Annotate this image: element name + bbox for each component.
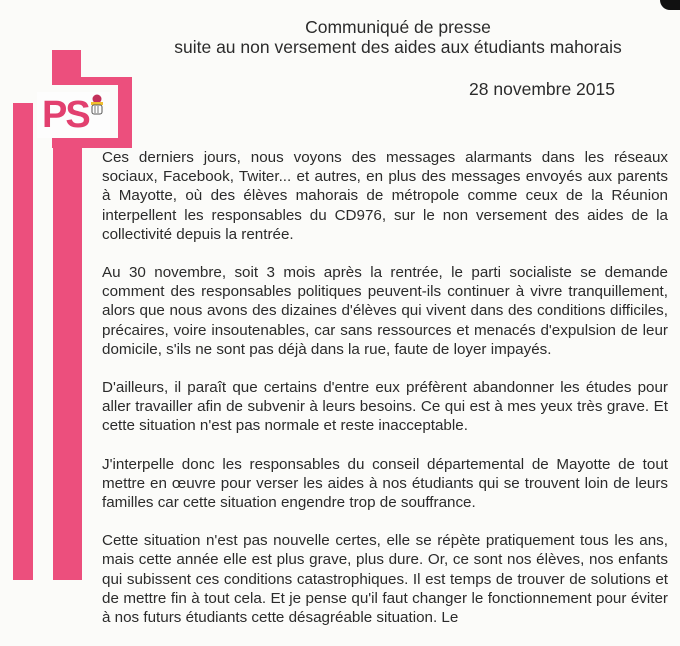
paragraph: J'interpelle donc les responsables du conseil départemental de Mayotte de tout mettre en œuvre pour verser les aides à nos étudiants qui se trouvent loin de leurs familles car cette situation engendre trop de souffrance.	[102, 455, 668, 512]
fist-rose-icon	[88, 94, 106, 116]
paragraph: D'ailleurs, il paraît que certains d'entre eux préfèrent abandonner les études pour aller travailler afin de subvenir à leurs besoins. Ce qui est à mes yeux très grave. Et cette situation n'est pas normale et reste inacceptable.	[102, 379, 668, 435]
document-body	[102, 148, 668, 646]
document-date: 28 novembre 2015	[469, 79, 615, 99]
scan-corner-shadow	[660, 0, 680, 10]
paragraph: Cette situation n'est pas nouvelle certes, elle se répète pratiquement tous les ans, mais cette année elle est plus grave, plus dure. Or, ce sont nos élèves, nos enfants qui subissent ces conditions catastrophiques. Il est temps de trouver de solutions et de mettre fin à tout cela. Et je pense qu'il faut changer le fonctionnement pour éviter à nos futurs étudiants cette désagréable situation. Le	[102, 532, 668, 627]
party-logo-text: PS	[42, 94, 89, 136]
margin-stripe-right	[53, 138, 82, 580]
document-title: Communiqué de presse	[305, 17, 491, 37]
paragraph: Ces derniers jours, nous voyons des messages alarmants dans les réseaux sociaux, Facebook, Twiter... et autres, en plus des messages envoyés aux parents à Mayotte, où des élèves mahorais de métropole comme ceux de la Réunion interpellent les responsables du CD976, sur le non versement des aides de la collectivité depuis la rentrée.	[102, 149, 668, 243]
margin-stripe-left	[13, 103, 33, 580]
document-subtitle: suite au non versement des aides aux étudiants mahorais	[174, 37, 622, 57]
paragraph: Au 30 novembre, soit 3 mois après la rentrée, le parti socialiste se demande comment des responsables politiques peuvent-ils continuer à vivre tranquillement, alors que nous avons des dizaines d'élèves qui vivent dans des conditions difficiles, précaires, voire insoutenables, car sans ressources et menacés d'expulsion de leur domicile, s'ils ne sont pas déjà dans la rue, faute de loyer impayés.	[102, 264, 668, 358]
